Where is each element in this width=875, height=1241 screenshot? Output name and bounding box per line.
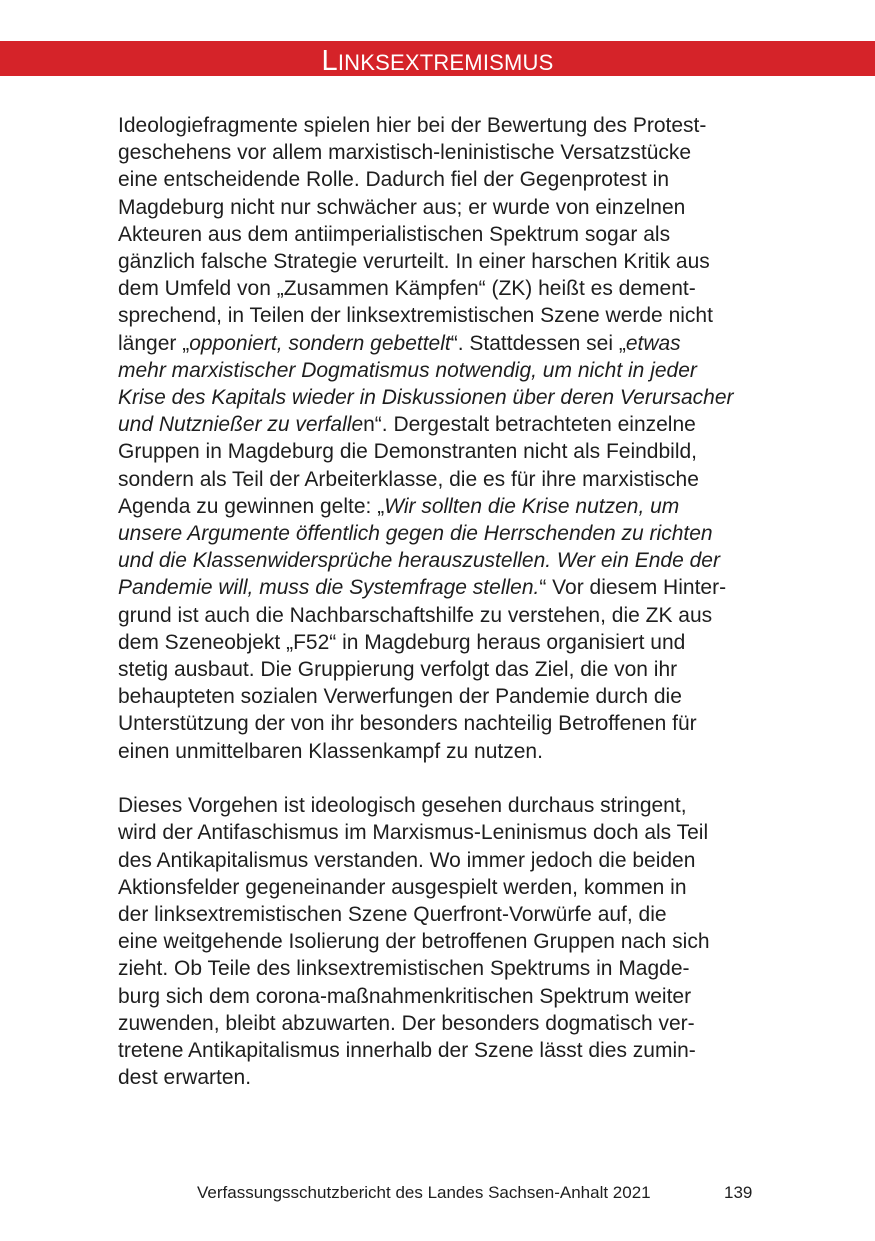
text-run: Agenda zu gewinnen gelte: „: [118, 494, 385, 518]
quote-run: etwas: [625, 331, 681, 355]
text-line: dem Szeneobjekt „F52“ in Magdeburg heraus organisiert und: [118, 630, 686, 654]
text-line: einen unmittelbaren Klassenkampf zu nutzen.: [118, 739, 543, 763]
text-line: [118, 357, 758, 384]
section-title: [0, 46, 875, 78]
paragraph-2: [118, 792, 758, 1091]
text-run: länger „: [118, 331, 190, 355]
text-line: dest erwarten.: [118, 1066, 252, 1090]
page-number: 139: [724, 1183, 753, 1202]
text-line: eine weitgehende Isolierung der betroffenen Gruppen nach sich: [118, 930, 710, 954]
footer-publication-title: Verfassungsschutzbericht des Landes Sachsen-Anhalt 2021: [197, 1183, 651, 1202]
text-line: sondern als Teil der Arbeiterklasse, die es für ihre marxistische: [118, 467, 699, 491]
text-line: geschehens vor allem marxistisch-leninistische Versatzstücke: [118, 141, 692, 165]
text-line: Gruppen in Magdeburg die Demonstranten nicht als Feindbild,: [118, 440, 698, 464]
text-line: zieht. Ob Teile des linksextremistischen Spektrums in Magde-: [118, 957, 690, 981]
quote-run: Krise des Kapitals wieder in Diskussionen über deren Verursacher: [118, 386, 734, 410]
paragraph-spacer: [118, 765, 758, 792]
text-line: dem Umfeld von „Zusammen Kämpfen“ (ZK) heißt es dement-: [118, 277, 696, 301]
quote-run: Pandemie will, muss die Systemfrage stellen.: [118, 576, 540, 600]
text-run: “. Stattdessen sei „: [450, 331, 626, 355]
text-line: [118, 384, 758, 411]
text-line: [118, 493, 758, 520]
section-title-initial: L: [321, 45, 338, 77]
quote-run: unsere Argumente öffentlich gegen die Herrschenden zu richten: [118, 522, 713, 546]
text-line: [118, 547, 758, 574]
text-line: [118, 574, 758, 601]
text-line: Akteuren aus dem antiimperialistischen Spektrum sogar als: [118, 222, 671, 246]
quote-run: und die Klassenwidersprüche herauszustellen. Wer ein Ende der: [118, 549, 720, 573]
text-line: gänzlich falsche Strategie verurteilt. In einer harschen Kritik aus: [118, 250, 710, 274]
text-line: behaupteten sozialen Verwerfungen der Pandemie durch die: [118, 685, 682, 709]
text-line: stetig ausbaut. Die Gruppierung verfolgt das Ziel, die von ihr: [118, 658, 678, 682]
page-footer: [0, 1182, 875, 1204]
text-line: grund ist auch die Nachbarschaftshilfe zu verstehen, die ZK aus: [118, 603, 713, 627]
text-line: [118, 330, 758, 357]
text-line: Unterstützung der von ihr besonders nachteilig Betroffenen für: [118, 712, 697, 736]
quote-run: mehr marxistischer Dogmatismus notwendig, um nicht in jeder: [118, 358, 697, 382]
text-line: [118, 520, 758, 547]
text-line: burg sich dem corona-maßnahmenkritischen Spektrum weiter: [118, 984, 692, 1008]
text-line: Magdeburg nicht nur schwächer aus; er wurde von einzelnen: [118, 195, 686, 219]
text-line: Aktionsfelder gegeneinander ausgespielt werden, kommen in: [118, 875, 687, 899]
quote-run: opponiert, sondern gebettelt: [189, 331, 451, 355]
paragraph-1: [118, 112, 758, 765]
text-line: wird der Antifaschismus im Marxismus-Leninismus doch als Teil: [118, 821, 709, 845]
text-run: n“. Dergestalt betrachteten einzelne: [363, 413, 696, 437]
text-line: zuwenden, bleibt abzuwarten. Der besonders dogmatisch ver-: [118, 1011, 695, 1035]
text-line: eine entscheidende Rolle. Dadurch fiel der Gegenprotest in: [118, 168, 670, 192]
text-line: der linksextremistischen Szene Querfront-Vorwürfe auf, die: [118, 903, 667, 927]
quote-run: Wir sollten die Krise nutzen, um: [384, 494, 680, 518]
main-text: [118, 112, 758, 1092]
text-line: tretene Antikapitalismus innerhalb der Szene lässt dies zumin-: [118, 1039, 696, 1063]
text-run: “ Vor diesem Hinter-: [539, 576, 727, 600]
text-line: sprechend, in Teilen der linksextremistischen Szene werde nicht: [118, 304, 713, 328]
text-line: Dieses Vorgehen ist ideologisch gesehen durchaus stringent,: [118, 794, 687, 818]
quote-run: und Nutznießer zu verfalle: [118, 413, 364, 437]
text-line: Ideologiefragmente spielen hier bei der Bewertung des Protest-: [118, 114, 707, 137]
text-line: des Antikapitalismus verstanden. Wo immer jedoch die beiden: [118, 848, 696, 872]
text-line: [118, 411, 758, 438]
section-title-rest: INKSEXTREMISMUS: [337, 50, 554, 75]
